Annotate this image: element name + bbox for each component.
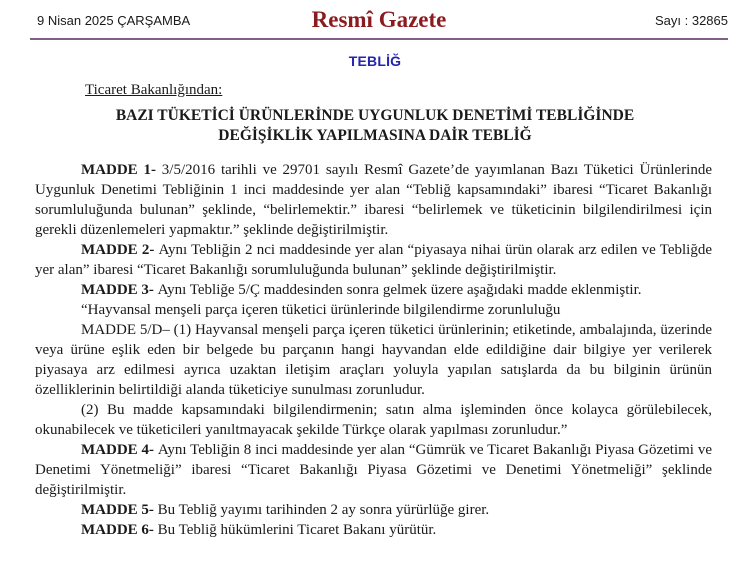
article-label: MADDE 3- [81, 282, 158, 298]
article-text: Aynı Tebliğe 5/Ç maddesinden sonra gelmek üzere aşağıdaki madde eklenmiştir. [157, 282, 642, 298]
decree-title [0, 106, 750, 146]
article-label: MADDE 2- [81, 242, 159, 258]
paragraph [35, 300, 712, 320]
article-text: Bu Tebliğ yayımı tarihinden 2 ay sonra yürürlüğe girer. [157, 502, 490, 518]
paragraph [35, 440, 712, 500]
gazette-title: Resmî Gazete [311, 7, 447, 32]
paragraph [35, 280, 712, 300]
ministry-line: Ticaret Bakanlığından: [85, 82, 223, 98]
decree-title-line-1: BAZI TÜKETİCİ ÜRÜNLERİNDE UYGUNLUK DENETİMİ TEBLİĞİNDE [115, 107, 635, 124]
article-label: MADDE 1- [81, 162, 162, 178]
paragraph [35, 240, 712, 280]
article-text: MADDE 5/D– (1) Hayvansal menşeli parça içeren tüketici ürünlerinin; etiketinde, ambalajında, üzerinde veya ürüne eşlik eden bir belgede bu parçanın hangi hayvandan elde edildiğine dair bilgiye yer verilerek piyasaya arz edilmesi ayrıca uzaktan iletişim araçları yoluyla yapılan satışlarda da bu bilginin ürünün özelliklerinin belirtildiği alanda tüketiciye sunulması zorunludur. [35, 322, 712, 398]
issue-number: Sayı : 32865 [655, 12, 728, 28]
document-body [35, 160, 712, 540]
paragraph [35, 520, 712, 540]
gazette-page [0, 8, 750, 568]
article-label: MADDE 5- [81, 502, 158, 518]
article-text: Aynı Tebliğin 2 nci maddesinde yer alan “piyasaya nihai ürün olarak arz edilen ve Tebliğde yer alan” ibaresi “Ticaret Bakanlığı sorumluluğunda bulunan” şeklinde değiştirilmiştir. [35, 242, 713, 278]
article-text: Bu Tebliğ hükümlerini Ticaret Bakanı yürütür. [157, 522, 437, 538]
article-text: Aynı Tebliğin 8 inci maddesinde yer alan “Gümrük ve Ticaret Bakanlığı Piyasa Gözetimi ve Denetimi Yönetmeliği” ibaresi “Ticaret Bakanlığı Piyasa Gözetimi ve Denetimi Yönetmeliği” şeklinde değiştirilmiştir. [35, 442, 712, 498]
article-text: “Hayvansal menşeli parça içeren tüketici ürünlerinde bilgilendirme zorunluluğu [81, 302, 561, 318]
article-text: 3/5/2016 tarihli ve 29701 sayılı Resmî Gazete’de yayımlanan Bazı Tüketici Ürünlerinde Uygunluk Denetimi Tebliğinin 1 inci maddesinde yer alan “Tebliğ kapsamındaki” ibaresi “Ticaret Bakanlığı sorumluluğunda bulunan” şeklinde, “belirlemektir.” ibaresi “belirlemek ve tüketicinin bilgilendirilmesi için gerekli düzenlemeleri yapmaktır.” şeklinde değiştirilmiştir. [35, 162, 713, 238]
section-heading-teblig: TEBLİĞ [348, 53, 402, 69]
gazette-date: 9 Nisan 2025 ÇARŞAMBA [37, 12, 191, 28]
paragraph [35, 320, 712, 400]
article-label: MADDE 6- [81, 522, 158, 538]
paragraph [35, 500, 712, 520]
decree-title-line-2: DEĞİŞİKLİK YAPILMASINA DAİR TEBLİĞ [218, 127, 532, 144]
paragraph [35, 160, 712, 240]
paragraph [35, 400, 712, 440]
article-label: MADDE 4- [81, 442, 158, 458]
article-text: (2) Bu madde kapsamındaki bilgilendirmenin; satın alma işleminden önce kolayca görülebilecek, okunabilecek ve tüketicileri yanıltmayacak şekilde Türkçe olarak yapılması zorunludur.” [35, 402, 712, 438]
masthead [30, 8, 728, 40]
